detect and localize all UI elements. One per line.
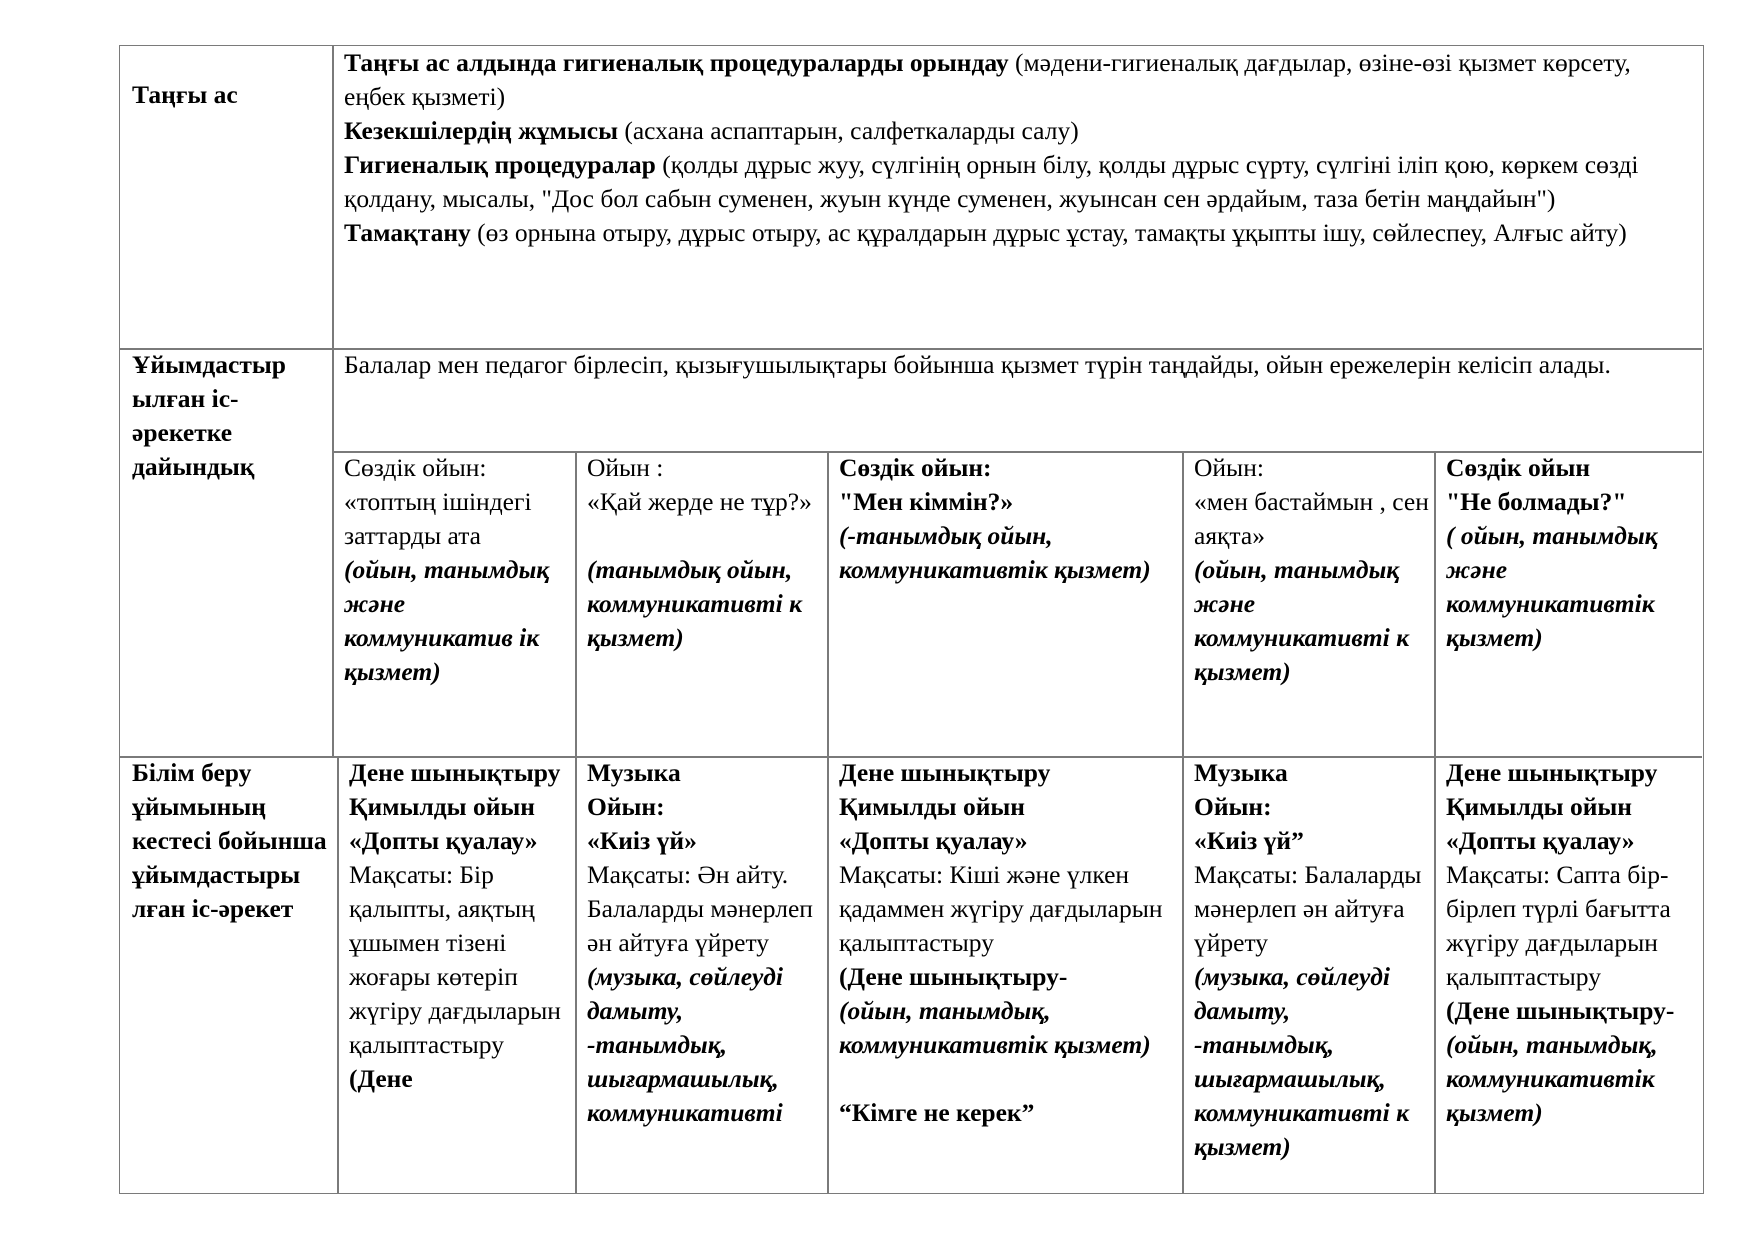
breakfast-paragraph: [344, 46, 1696, 114]
spacer: [587, 519, 823, 553]
activity-note: (музыка, сөйлеуді дамыту, -танымдық, шығармашылық, коммуникативті к қызмет): [1194, 962, 1409, 1161]
column-divider: [575, 451, 577, 1193]
game-type: Қимылды ойын: [1446, 792, 1632, 821]
paragraph-text: (өз орнына отыру, дұрыс отыру, ас құралдарын дұрыс ұстау, тамақты ұқыпты ішу, сөйлеспеу, Алғыс айту): [470, 218, 1627, 247]
game-title: "Мен кіммін?»: [839, 487, 1014, 516]
column-divider: [827, 451, 829, 1193]
subject-title: Музыка: [587, 758, 681, 787]
preparation-day-4: [1194, 451, 1430, 689]
activity-note: (-танымдық ойын, коммуникативтік қызмет): [839, 521, 1151, 584]
preparation-day-5: [1446, 451, 1700, 655]
game-title: "Не болмады?": [1446, 487, 1627, 516]
game-type: Қимылды ойын: [839, 792, 1025, 821]
activity-note-heading: (Дене шынықтыру-: [839, 962, 1068, 991]
column-divider: [1182, 451, 1184, 1193]
preparation-intro: Балалар мен педагог бірлесіп, қызығушылықтары бойынша қызмет түрін таңдайды, ойын ережелерін келісіп алады.: [344, 350, 1611, 379]
paragraph-heading: Кезекшілердің жұмысы: [344, 116, 618, 145]
game-title: «мен бастаймын , сен аяқта»: [1194, 487, 1429, 550]
game-heading: Ойын :: [587, 453, 664, 482]
preparation-day-3: [839, 451, 1174, 587]
goal-text: Мақсаты: Бір қалыпты, аяқтың ұшымен тізені жоғары көтеріп жүгіру дағдыларын қалыптастыру: [349, 860, 561, 1059]
goal-text: Мақсаты: Балаларды мәнерлеп ән айтуға үйрету: [1194, 860, 1422, 957]
activity-note: (музыка, сөйлеуді дамыту, -танымдық, шығармашылық, коммуникативті: [587, 962, 784, 1127]
breakfast-paragraph: [344, 148, 1696, 216]
game-type: Ойын:: [1194, 792, 1272, 821]
game-heading: Сөздік ойын:: [839, 453, 992, 482]
activity-note: (танымдық ойын, коммуникативті к қызмет): [587, 555, 802, 652]
paragraph-text: (асхана аспаптарын, салфеткаларды салу): [617, 116, 1079, 145]
game-title: «топтың ішіндегі заттарды ата: [344, 487, 532, 550]
preparation-day-1: [344, 451, 570, 689]
game-heading: Ойын:: [1194, 453, 1264, 482]
game-title: «Қай жерде не тұр?»: [587, 487, 812, 516]
activity-note: (ойын, танымдық, коммуникативтік қызмет): [1446, 1030, 1658, 1127]
paragraph-text: (қолды дұрыс жуу, сүлгінің орнын білу, қолды дұрыс сүрту, сүлгіні іліп қою, көркем сөзді қолдану, мысалы, "Дос бол сабын суменен, жуын күнде суменен, жуынсан сен әрдайым, таза бетін маңдайын"): [344, 150, 1639, 213]
activity-day-5: [1446, 756, 1700, 1193]
activity-day-2: [587, 756, 823, 1193]
game-heading: Сөздік ойын:: [344, 453, 487, 482]
goal-text: Мақсаты: Ән айту. Балаларды мәнерлеп ән айтуға үйрету: [587, 860, 813, 957]
activity-note-heading: (Дене шынықтыру-: [1446, 996, 1675, 1025]
subject-title: Дене шынықтыру: [839, 758, 1051, 787]
game-title: «Киіз үй”: [1194, 826, 1304, 855]
preparation-day-2: [587, 451, 823, 655]
activity-day-4: [1194, 756, 1430, 1193]
breakfast-paragraph: [344, 216, 1696, 250]
game-title: «Киіз үй»: [587, 826, 697, 855]
breakfast-paragraph: [344, 114, 1696, 148]
activity-note: (ойын, танымдық және коммуникатив ік қызмет): [344, 555, 550, 686]
row-label-organized-activity: Білім беру ұйымының кестесі бойынша ұйымдастыры лған іс-әрекет: [132, 758, 327, 923]
paragraph-heading: Тамақтану: [344, 218, 471, 247]
game-title: «Допты қуалау»: [839, 826, 1028, 855]
spacer: [839, 1062, 1174, 1096]
game-type: Қимылды ойын: [349, 792, 535, 821]
game-type: Ойын:: [587, 792, 665, 821]
breakfast-content: [344, 46, 1696, 250]
paragraph-text: (мәдени-гигиеналық дағдылар, өзіне-өзі қызмет көрсету, еңбек қызметі): [344, 48, 1631, 111]
column-divider: [332, 46, 334, 756]
second-game-title: “Кімге не керек”: [839, 1098, 1035, 1127]
goal-text: Мақсаты: Кіші және үлкен қадаммен жүгіру дағдыларын қалыптастыру: [839, 860, 1163, 957]
activity-day-1: [349, 756, 571, 1193]
game-heading: Сөздік ойын: [1446, 453, 1591, 482]
activity-day-3: [839, 756, 1174, 1193]
subject-title: Дене шынықтыру: [349, 758, 561, 787]
activity-note: (ойын, танымдық және коммуникативті к қызмет): [1194, 555, 1409, 686]
paragraph-heading: Гигиеналық процедуралар: [344, 150, 656, 179]
game-title: «Допты қуалау»: [1446, 826, 1635, 855]
goal-text: Мақсаты: Сапта бір-бірлеп түрлі бағытта жүгіру дағдыларын қалыптастыру: [1446, 860, 1671, 991]
paragraph-heading: Таңғы ас алдында гигиеналық процедураларды орындау: [344, 48, 1009, 77]
column-divider: [1434, 451, 1436, 1193]
subject-title: Дене шынықтыру: [1446, 758, 1658, 787]
row-label-preparation: Ұйымдастыр ылған іс-әрекетке дайындық: [132, 350, 286, 481]
game-title: «Допты қуалау»: [349, 826, 538, 855]
schedule-table: [119, 45, 1704, 1194]
row-label-breakfast: Таңғы ас: [132, 80, 238, 109]
column-divider: [337, 756, 339, 1193]
activity-note: (Дене: [349, 1064, 413, 1093]
subject-title: Музыка: [1194, 758, 1288, 787]
activity-note: (ойын, танымдық, коммуникативтік қызмет): [839, 996, 1151, 1059]
activity-note: ( ойын, танымдық және коммуникативтік қызмет): [1446, 521, 1658, 652]
